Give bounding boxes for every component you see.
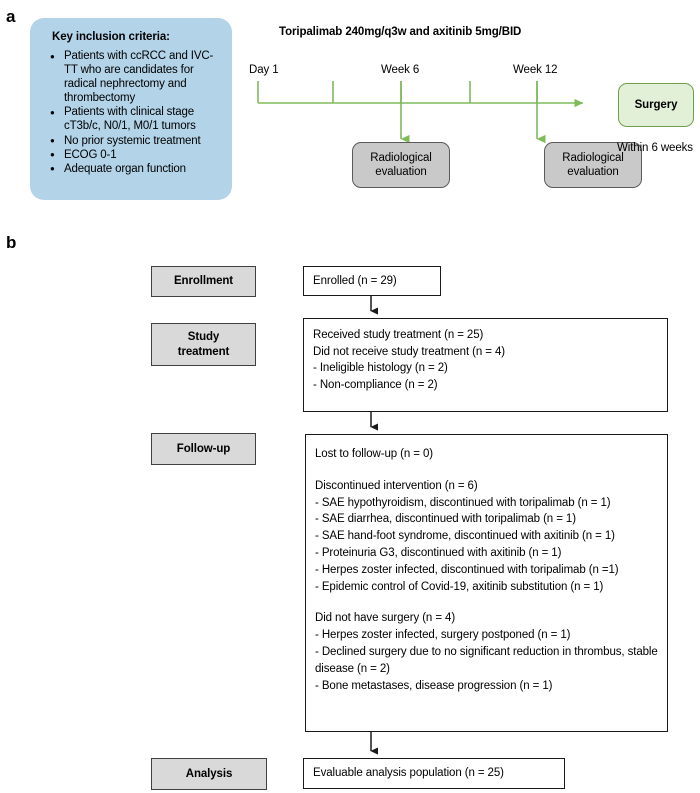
timeline-tick-label-day1: Day 1 [249, 64, 279, 76]
list-item: ● ECOG 0-1 [50, 148, 222, 162]
list-item: ● Adequate organ function [50, 162, 222, 176]
radiological-evaluation-line2: evaluation [567, 166, 619, 178]
flow-text-line: Enrolled (n = 29) [313, 274, 397, 287]
flow-text-line: - Herpes zoster infected, discontinued with toripalimab (n =1) [315, 563, 619, 576]
flow-text-line: - Proteinuria G3, discontinued with axitinib (n = 1) [315, 546, 562, 559]
spacer [315, 463, 667, 478]
flow-text-line: - Declined surgery due to no significant reduction in thrombus, stable disease (n = 2) [315, 645, 658, 675]
inclusion-criteria-list [50, 49, 222, 176]
flow-box-analysis [303, 758, 565, 789]
stage-label-text: Analysis [185, 767, 233, 780]
flow-text-line: Discontinued intervention (n = 6) [315, 479, 478, 492]
radiological-evaluation-box-1 [352, 142, 450, 188]
stage-label-enrollment [151, 266, 256, 297]
flow-box-follow-up [305, 434, 668, 732]
flow-text-line: - Ineligible histology (n = 2) [313, 362, 448, 375]
timeline-tick-label-week6: Week 6 [381, 64, 420, 76]
surgery-box [618, 83, 694, 127]
radiological-evaluation-line1: Radiological [370, 151, 432, 164]
flow-text-line: Did not have surgery (n = 4) [315, 612, 456, 625]
spacer [315, 595, 667, 610]
flow-text-line: - Herpes zoster infected, surgery postponed (n = 1) [315, 629, 571, 642]
flow-text-line: - SAE diarrhea, discontinued with toripalimab (n = 1) [315, 513, 576, 526]
timeline-tick-label-week12: Week 12 [513, 64, 558, 76]
treatment-regimen-title: Toripalimab 240mg/q3w and axitinib 5mg/BID [279, 26, 522, 38]
stage-label-follow-up [151, 433, 256, 465]
flow-text-line: Did not receive study treatment (n = 4) [313, 345, 506, 358]
flow-text-line: Received study treatment (n = 25) [313, 329, 484, 341]
stage-label-text: Enrollment [173, 275, 234, 287]
flow-text-line: - SAE hypothyroidism, discontinued with toripalimab (n = 1) [315, 496, 611, 509]
inclusion-criteria-box [30, 18, 232, 200]
stage-label-study-treatment [151, 323, 256, 366]
panel-b-label: b [6, 233, 17, 252]
inclusion-criteria-title: Key inclusion criteria: [52, 31, 170, 43]
flow-text-line: - Non-compliance (n = 2) [313, 378, 438, 391]
surgery-label: Surgery [634, 99, 678, 111]
flow-text-line: - SAE hand-foot syndrome, discontinued with axitinib (n = 1) [315, 530, 615, 543]
connector-enrolled-to-treatment [364, 296, 378, 318]
stage-label-text-line2: treatment [177, 345, 230, 358]
study-timeline-axis [245, 55, 605, 155]
flow-text-line: - Bone metastases, disease progression (n = 1) [315, 679, 553, 692]
flow-box-enrolled [303, 266, 441, 296]
flow-text-line: Evaluable analysis population (n = 25) [313, 767, 504, 780]
list-item: ● Patients with ccRCC and IVC-TT who are candidates for radical nephrectomy and thrombectomy [50, 49, 222, 105]
flow-box-study-treatment [303, 318, 668, 412]
stage-label-text: Follow-up [176, 442, 231, 455]
list-item: ● Patients with clinical stage cT3b/c, N0/1, M0/1 tumors [50, 105, 222, 133]
stage-label-analysis [151, 758, 267, 790]
surgery-timing-note: Within 6 weeks [617, 142, 693, 154]
connector-treatment-to-followup [364, 412, 378, 434]
flow-text-line: - Epidemic control of Covid-19, axitinib substitution (n = 1) [315, 580, 604, 593]
list-item: ● No prior systemic treatment [50, 134, 222, 148]
connector-followup-to-analysis [364, 732, 378, 758]
flow-text-line: Lost to follow-up (n = 0) [315, 448, 433, 460]
panel-a-label: a [6, 7, 16, 26]
radiological-evaluation-line2: evaluation [375, 166, 427, 178]
stage-label-text-line1: Study [187, 330, 220, 343]
radiological-evaluation-line1: Radiological [562, 151, 624, 164]
